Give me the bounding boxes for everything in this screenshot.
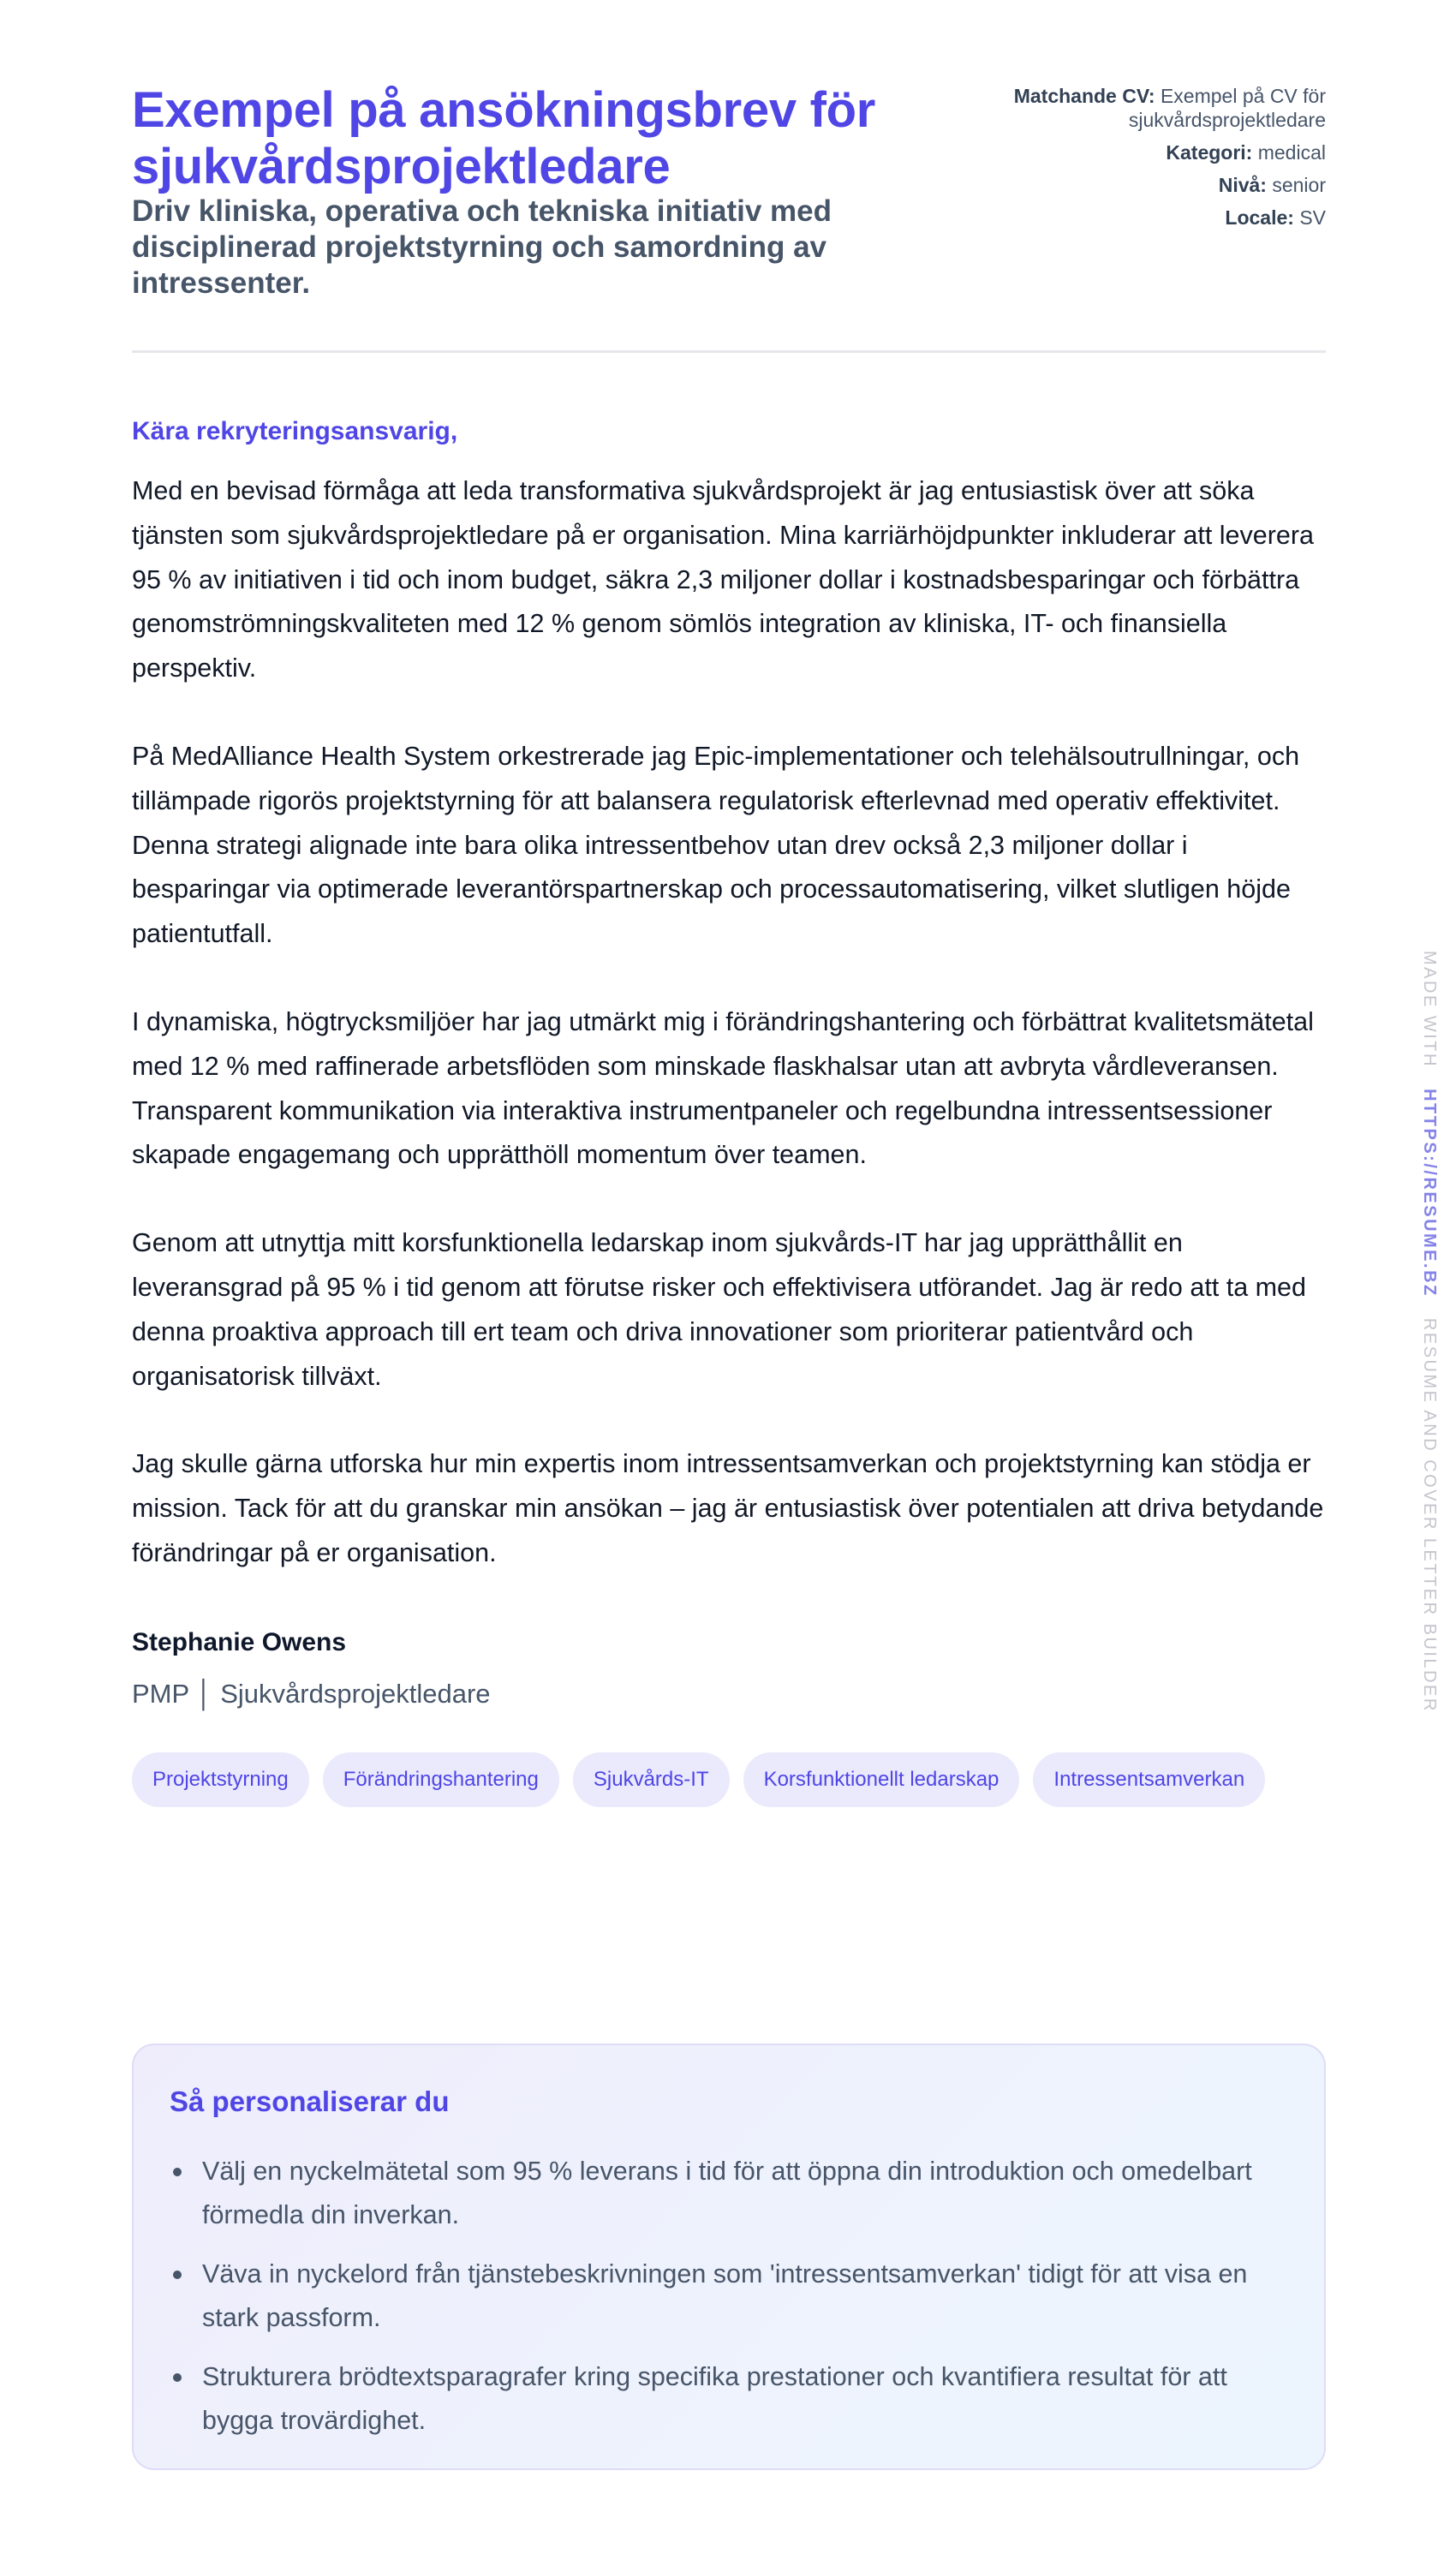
- meta-locale: [1000, 206, 1326, 230]
- meta-matching-cv-label: Matchande CV:: [1013, 85, 1155, 107]
- meta-locale-value: SV: [1299, 206, 1326, 229]
- meta-level: [1000, 173, 1326, 197]
- meta-matching-cv: [1000, 84, 1326, 132]
- watermark-prefix: MADE WITH: [1420, 951, 1439, 1068]
- page-header: [132, 0, 1326, 353]
- meta-level-value: senior: [1272, 174, 1326, 196]
- letter-paragraph: I dynamiska, högtrycksmiljöer har jag utmärkt mig i förändringshantering och förbättrat kvalitetsmätetal med 12 % med raffinerade arbetsflöden som minskade flaskhalsar utan att avbryta vårdleveransen. Transparent kommunikation via interaktiva instrumentpaneler och regelbundna intressentsessioner skapade engagemang och upprätthöll momentum över teamen.: [132, 1006, 1314, 1170]
- tips-title: Så personaliserar du: [170, 2086, 450, 2117]
- tips-item-text: Välj en nyckelmätetal som 95 % leverans i tid för att öppna din introduktion och omedelbart förmedla din inverkan.: [202, 2157, 1252, 2229]
- tips-item-text: Väva in nyckelord från tjänstebeskrivningen som 'intressentsamverkan' tidigt för att visa en stark passform.: [202, 2259, 1248, 2332]
- meta-info: [1000, 84, 1326, 238]
- watermark-link[interactable]: HTTPS://RESUME.BZ: [1420, 1089, 1439, 1298]
- letter-paragraph: Med en bevisad förmåga att leda transformativa sjukvårdsprojekt är jag entusiastisk över att söka tjänsten som sjukvårdsprojektledare på er organisation. Mina karriärhöjdpunkter inkluderar att leverera 95 % av initiativen i tid och inom budget, säkra 2,3 miljoner dollar i kostnadsbesparingar och förbättra genomströmningskvaliteten med 12 % genom sömlös integration av kliniska, IT- och finansiella perspektiv.: [132, 476, 1314, 683]
- cover-letter-page: [132, 0, 1326, 2435]
- tips-item: [170, 2253, 1300, 2340]
- letter-paragraph: På MedAlliance Health System orkestrerade jag Epic-implementationer och telehälsoutrullningar, och tillämpade rigorös projektstyrning för att balansera regulatorisk efterlevnad med operativ effektivitet. Denna strategi alignade inte bara olika intressentbehov utan drev också 2,3 miljoner dollar i besparingar via optimerade leverantörspartnerskap och processautomatisering, vilket slutligen höjde patientutfall.: [132, 741, 1300, 949]
- tips-list: [170, 2150, 1288, 2443]
- tips-item-text: Strukturera brödtextsparagrafer kring specifika prestationer och kvantifiera resultat för att bygga trovärdighet.: [202, 2362, 1227, 2435]
- skill-tag[interactable]: Korsfunktionellt ledarskap: [743, 1752, 1020, 1807]
- letter-paragraph: Jag skulle gärna utforska hur min expertis inom intressentsamverkan och projektstyrning kan stödja er mission. Tack för att du granskar min ansökan – jag är entusiastisk över potentialen att driva betydande förändringar på er organisation.: [132, 1449, 1324, 1567]
- letter-paragraph: Genom att utnyttja mitt korsfunktionella ledarskap inom sjukvårds-IT har jag upprätthållit en leveransgrad på 95 % i tid genom att förutse risker och effektivisera utförandet. Jag är redo att ta med denna proaktiva approach till ert team och driva innovationer som prioriterar patientvård och organisatorisk tillväxt.: [132, 1228, 1306, 1391]
- letter-greeting: Kära rekryteringsansvarig,: [132, 417, 458, 445]
- bullet-icon: [173, 2271, 182, 2279]
- letter-paragraphs: [132, 469, 1326, 1576]
- watermark: [1413, 951, 1444, 1713]
- meta-matching-cv-link[interactable]: Exempel på CV för sjukvårdsprojektledare: [1128, 85, 1326, 131]
- letter-body: [132, 415, 1326, 1807]
- watermark-text: [1419, 951, 1439, 1713]
- signature-block: [132, 1626, 1326, 1711]
- watermark-suffix: RESUME AND COVER LETTER BUILDER: [1420, 1317, 1439, 1713]
- personalization-tips-box: [132, 2044, 1326, 2470]
- tips-item: [170, 2355, 1300, 2443]
- skill-tag[interactable]: Förändringshantering: [323, 1752, 559, 1807]
- skill-tags: [132, 1752, 1326, 1807]
- skill-tag[interactable]: Intressentsamverkan: [1033, 1752, 1265, 1807]
- page-subtitle: Driv kliniska, operativa och tekniska initiativ med disciplinerad projektstyrning och samordning av intressenter.: [132, 194, 832, 300]
- skill-tag[interactable]: Sjukvårds-IT: [573, 1752, 730, 1807]
- meta-category: [1000, 140, 1326, 164]
- page-title: Exempel på ansökningsbrev för sjukvårdsprojektledare: [132, 82, 876, 194]
- meta-category-value: medical: [1257, 141, 1326, 164]
- skill-tag[interactable]: Projektstyrning: [132, 1752, 309, 1807]
- meta-category-label: Kategori:: [1166, 141, 1253, 164]
- bullet-icon: [173, 2373, 182, 2382]
- meta-level-label: Nivå:: [1218, 174, 1267, 196]
- bullet-icon: [173, 2168, 182, 2176]
- tips-item: [170, 2150, 1300, 2237]
- meta-locale-label: Locale:: [1225, 206, 1294, 229]
- signature-title: PMP │ Sjukvårdsprojektledare: [132, 1678, 491, 1709]
- signature-name: Stephanie Owens: [132, 1627, 347, 1656]
